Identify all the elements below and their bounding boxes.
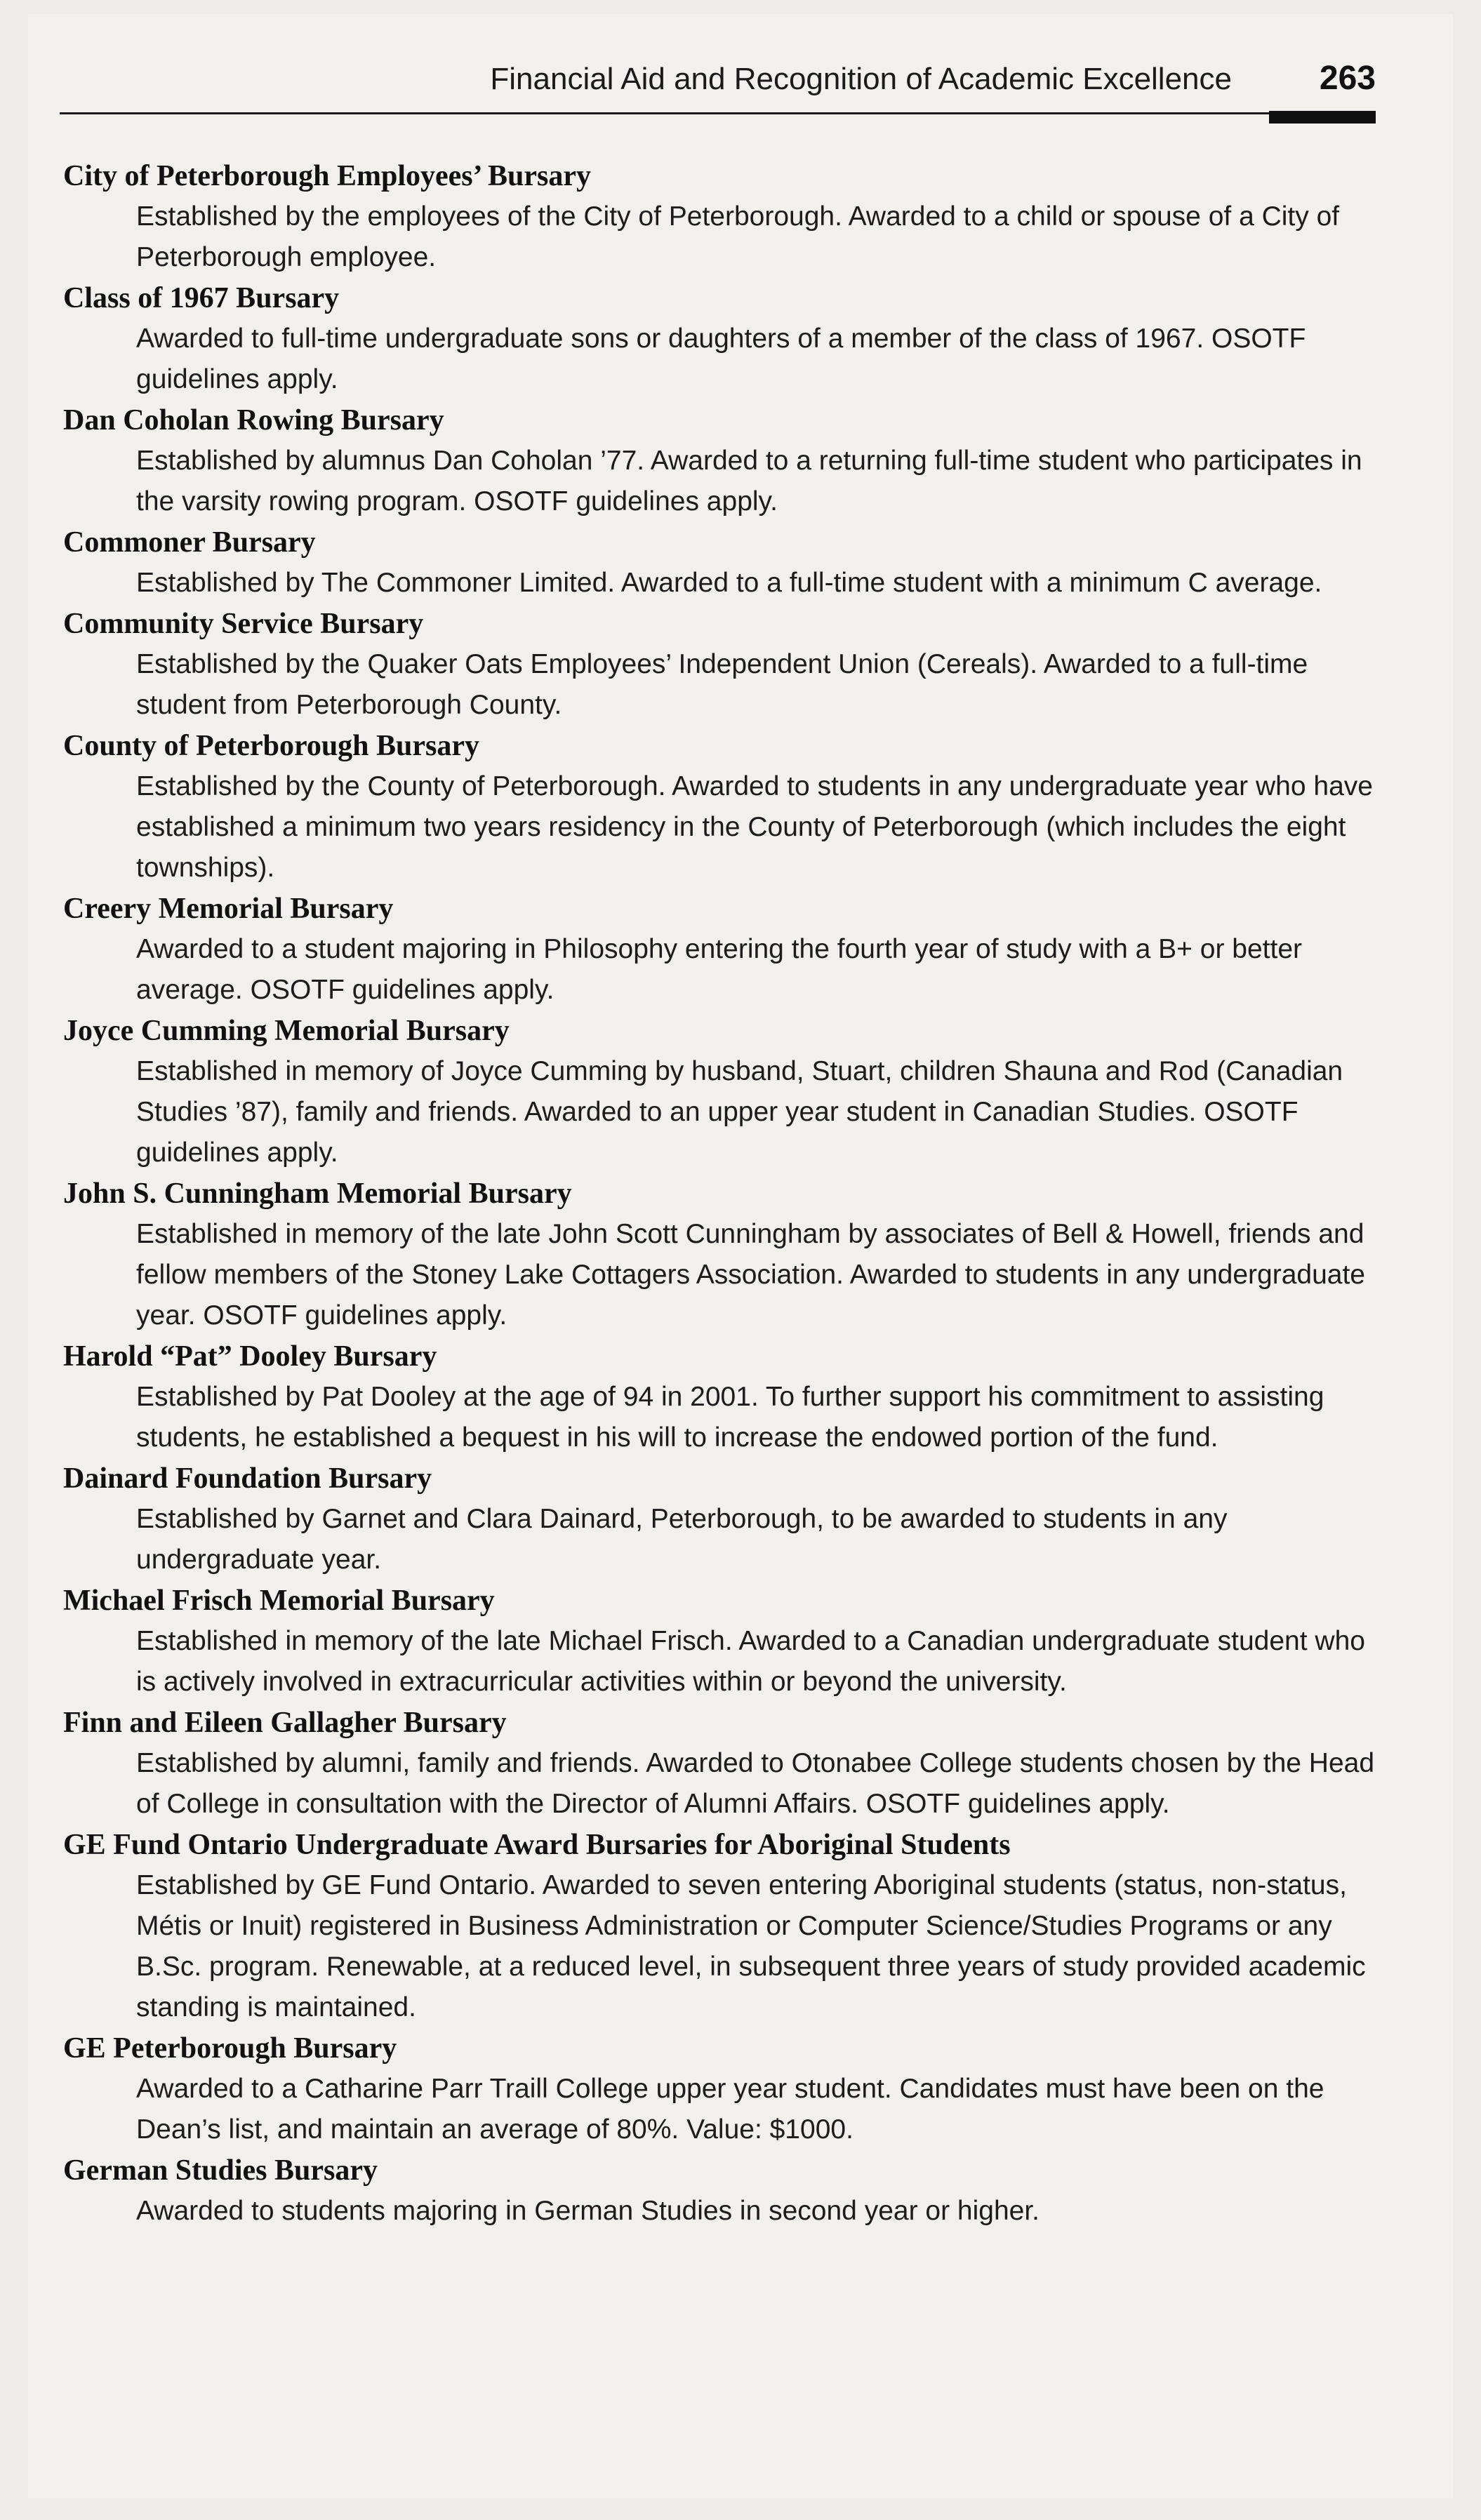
bursary-description: Established by Garnet and Clara Dainard, Peterborough, to be awarded to students in any undergraduate year.: [136, 1504, 1228, 1575]
bursary-entry: [63, 1011, 1383, 1173]
bursary-description: Awarded to full-time undergraduate sons or daughters of a member of the class of 1967. OSOTF guidelines apply.: [136, 324, 1306, 394]
bursary-list: [63, 156, 1383, 2232]
bursary-entry: [63, 888, 1383, 1011]
header-tab-marker: [1269, 111, 1376, 124]
bursary-name: Finn and Eileen Gallagher Bursary: [63, 1707, 507, 1739]
bursary-description: Established by the employees of the City of Peterborough. Awarded to a child or spouse of a City of Peterborough employee.: [136, 201, 1340, 272]
bursary-entry: [63, 1702, 1383, 1825]
bursary-entry: [63, 726, 1383, 888]
bursary-description: Awarded to a student majoring in Philosophy entering the fourth year of study with a B+ or better average. OSOTF guidelines apply.: [136, 934, 1303, 1005]
page-number: 263: [1319, 60, 1376, 97]
bursary-description: Awarded to students majoring in German Studies in second year or higher.: [136, 2196, 1040, 2226]
bursary-entry: [63, 278, 1383, 400]
bursary-name: City of Peterborough Employees’ Bursary: [63, 160, 592, 192]
bursary-name: Creery Memorial Bursary: [63, 893, 394, 925]
bursary-entry: [63, 2150, 1383, 2232]
bursary-name: John S. Cunningham Memorial Bursary: [63, 1178, 572, 1210]
bursary-description: Established by alumni, family and friends. Awarded to Otonabee College students chosen by the Head of College in consultation with the Director of Alumni Affairs. OSOTF guidelines apply.: [136, 1748, 1375, 1819]
bursary-entry: [63, 1580, 1383, 1702]
bursary-description: Established by GE Fund Ontario. Awarded to seven entering Aboriginal students (status, non-status, Métis or Inuit) registered in Business Administration or Computer Science/Studies Programs or any B.Sc. program. Renewable, at a reduced level, in subsequent three years of study provided academic standing is maintained.: [136, 1870, 1366, 2022]
running-head: Financial Aid and Recognition of Academic Excellence: [490, 62, 1232, 96]
bursary-name: Class of 1967 Bursary: [63, 282, 340, 314]
bursary-description: Awarded to a Catharine Parr Traill College upper year student. Candidates must have been on the Dean’s list, and maintain an average of 80%. Value: $1000.: [136, 2074, 1324, 2145]
bursary-name: German Studies Bursary: [63, 2154, 378, 2187]
bursary-entry: [63, 1336, 1383, 1458]
bursary-entry: [63, 604, 1383, 726]
bursary-name: Joyce Cumming Memorial Bursary: [63, 1015, 510, 1047]
bursary-name: GE Peterborough Bursary: [63, 2032, 397, 2065]
bursary-name: Community Service Bursary: [63, 608, 424, 640]
bursary-description: Established by the Quaker Oats Employees’ Independent Union (Cereals). Awarded to a full-time student from Peterborough County.: [136, 649, 1308, 720]
bursary-name: Harold “Pat” Dooley Bursary: [63, 1340, 437, 1373]
bursary-description: Established in memory of the late Michael Frisch. Awarded to a Canadian undergraduate student who is actively involved in extracurricular activities within or beyond the university.: [136, 1626, 1365, 1697]
bursary-entry: [63, 1173, 1383, 1336]
bursary-name: County of Peterborough Bursary: [63, 730, 480, 762]
bursary-description: Established by Pat Dooley at the age of 94 in 2001. To further support his commitment to assisting students, he established a bequest in his will to increase the endowed portion of the fund.: [136, 1382, 1324, 1453]
bursary-entry: [63, 2028, 1383, 2150]
bursary-entry: [63, 522, 1383, 604]
bursary-entry: [63, 1458, 1383, 1580]
bursary-name: Michael Frisch Memorial Bursary: [63, 1585, 495, 1617]
bursary-description: Established by alumnus Dan Coholan ’77. Awarded to a returning full-time student who participates in the varsity rowing program. OSOTF guidelines apply.: [136, 446, 1362, 516]
bursary-name: Commoner Bursary: [63, 526, 316, 559]
bursary-name: GE Fund Ontario Undergraduate Award Bursaries for Aboriginal Students: [63, 1829, 1011, 1861]
bursary-name: Dan Coholan Rowing Bursary: [63, 404, 444, 436]
bursary-description: Established by The Commoner Limited. Awarded to a full-time student with a minimum C average.: [136, 568, 1322, 598]
bursary-name: Dainard Foundation Bursary: [63, 1462, 432, 1495]
page-header: [60, 62, 1376, 104]
bursary-description: Established in memory of Joyce Cumming by husband, Stuart, children Shauna and Rod (Canadian Studies ’87), family and friends. Awarded to an upper year student in Canadian Studies. OSOTF guidelines apply.: [136, 1056, 1343, 1168]
bursary-entry: [63, 400, 1383, 522]
header-rule: [60, 112, 1376, 114]
bursary-description: Established by the County of Peterborough. Awarded to students in any undergraduate year who have established a minimum two years residency in the County of Peterborough (which includes the eight townships).: [136, 771, 1373, 883]
bursary-description: Established in memory of the late John Scott Cunningham by associates of Bell & Howell, friends and fellow members of the Stoney Lake Cottagers Association. Awarded to students in any undergraduate year. OSOTF guidelines apply.: [136, 1219, 1366, 1331]
bursary-entry: [63, 1825, 1383, 2028]
bursary-entry: [63, 156, 1383, 278]
